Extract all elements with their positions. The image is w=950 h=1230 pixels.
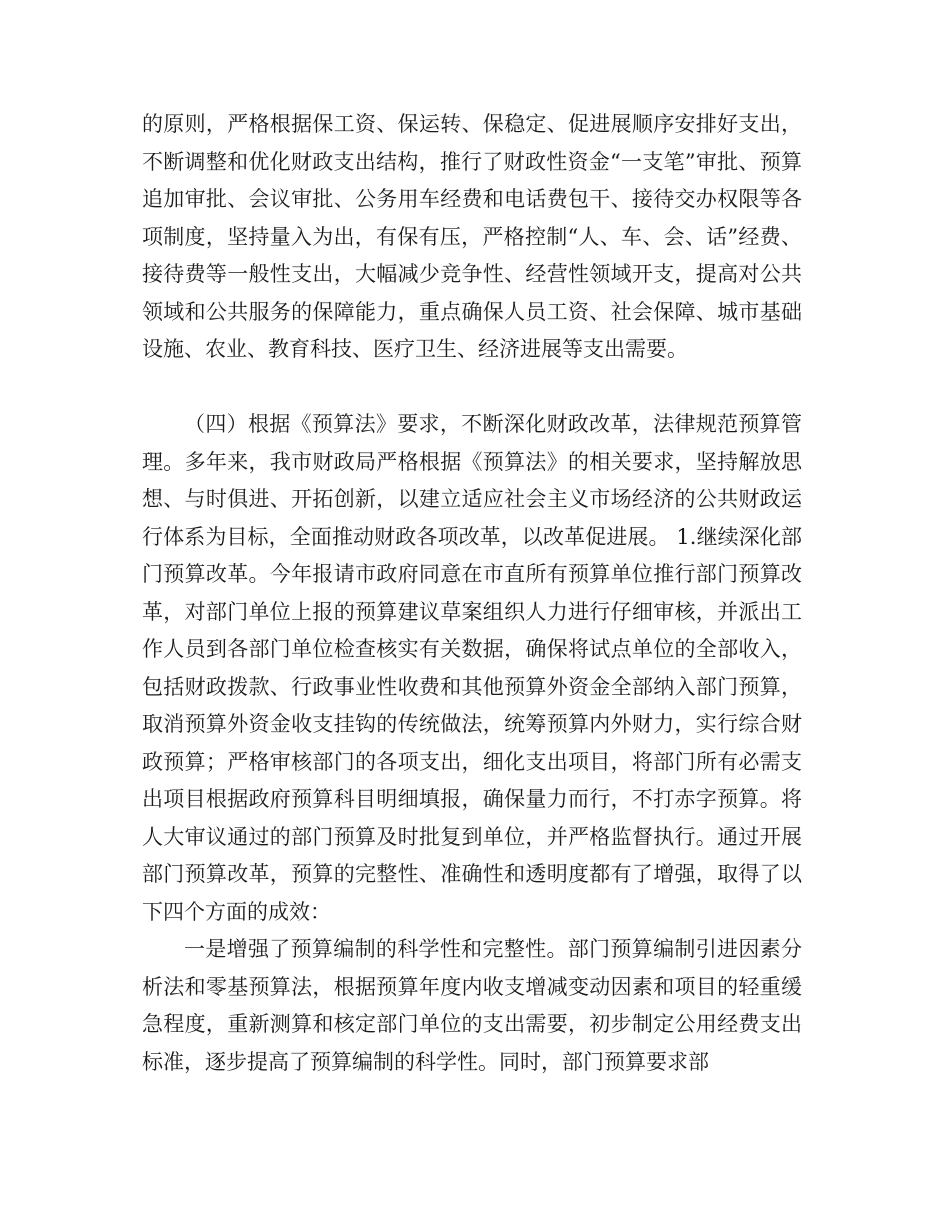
paragraph-expenditure-structure: 的原则，严格根据保工资、保运转、保稳定、促进展顺序安排好支出，不断调整和优化财政支出结构，推行了财政性资金“一支笔”审批、预算追加审批、会议审批、公务用车经费和电话费包干、接待交办权限等各项制度，坚持量入为出，有保有压，严格控制“人、车、会、话”经费、接待费等一般性支出，大幅减少竞争性、经营性领域开支，提高对公共领域和公共服务的保障能力，重点确保人员工资、社会保障、城市基础设施、农业、教育科技、医疗卫生、经济进展等支出需要。 <box>142 112 802 361</box>
paragraph-scientific-budgeting: 一是增强了预算编制的科学性和完整性。部门预算编制引进因素分析法和零基预算法，根据预算年度内收支增减变动因素和项目的轻重缓急程度，重新测算和核定部门单位的支出需要，初步制定公用经费支出标准，逐步提高了预算编制的科学性。同时，部门预算要求部 <box>142 937 802 1074</box>
paragraph-budget-law-reform: （四）根据《预算法》要求，不断深化财政改革，法律规范预算管理。多年来，我市财政局严格根据《预算法》的相关要求，坚持解放思想、与时俱进、开拓创新，以建立适应社会主义市场经济的公共财政运行体系为目标，全面推动财政各项改革，以改革促进展。 1.继续深化部门预算改革。今年报请市政府同意在市直所有预算单位推行部门预算改革，对部门单位上报的预算建议草案组织人力进行仔细审核，并派出工作人员到各部门单位检查核实有关数据，确保将试点单位的全部收入，包括财政拨款、行政事业性收费和其他预算外资金全部纳入部门预算，取消预算外资金收支挂钩的传统做法，统筹预算内外财力，实行综合财政预算；严格审核部门的各项支出，细化支出项目，将部门所有必需支出项目根据政府预算科目明细填报，确保量力而行，不打赤字预算。将人大审议通过的部门预算及时批复到单位，并严格监督执行。通过开展部门预算改革，预算的完整性、准确性和透明度都有了增强，取得了以下四个方面的成效： <box>142 412 802 924</box>
